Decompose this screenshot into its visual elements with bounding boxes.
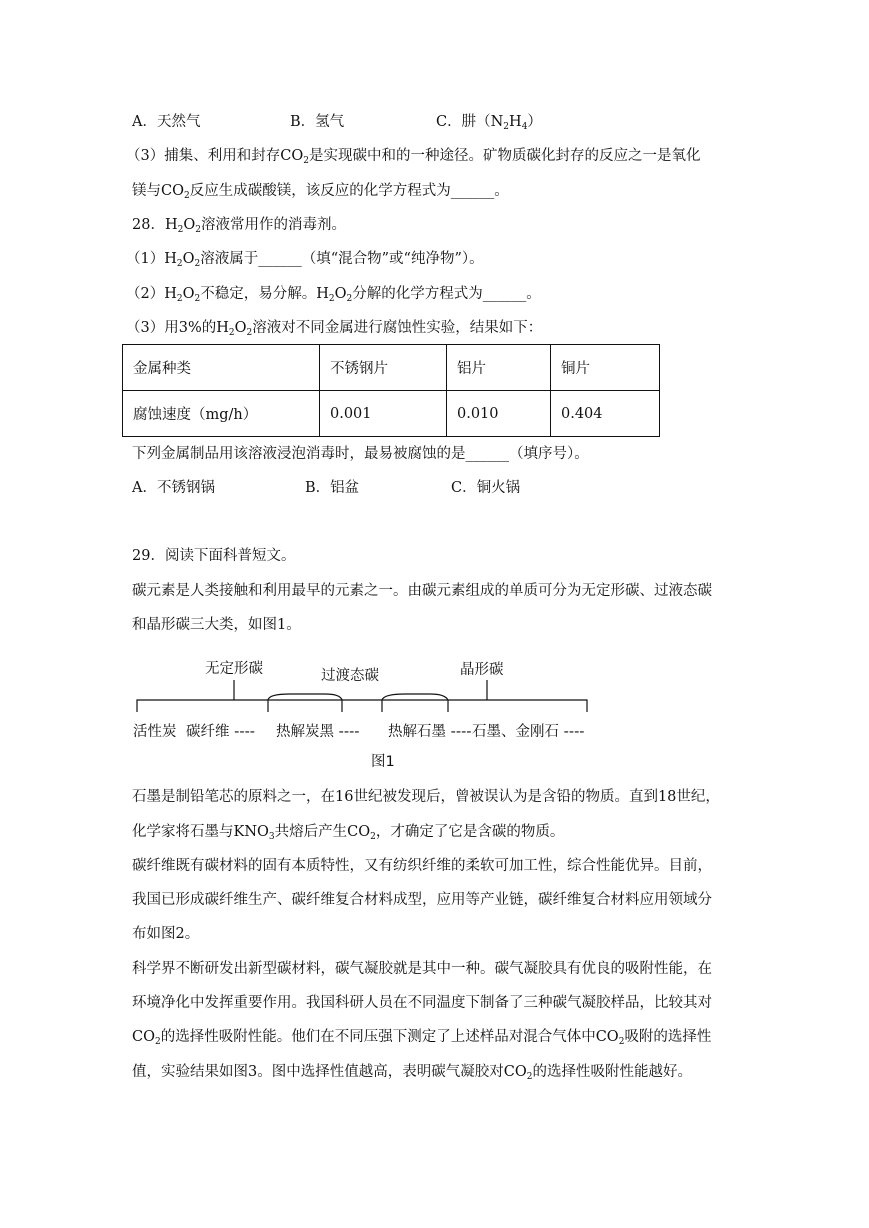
fig1-label-crystalline: 晶形碳 [460, 662, 504, 678]
q29-para1-line2: 和晶形碳三大类，如图1。 [132, 617, 301, 633]
q29-para1-line1: 碳元素是人类接触和利用最早的元素之一。由碳元素组成的单质可分为无定形碳、过液态碳 [132, 583, 712, 599]
table-cell: 0.001 [320, 391, 447, 437]
q28-option-c: C．铜火锅 [451, 480, 521, 496]
figure-1-diagram [130, 650, 605, 778]
table-cell: 金属种类 [123, 345, 320, 391]
table-row [123, 391, 660, 437]
q29-para4-line1: 科学界不断研发出新型碳材料，碳气凝胶就是其中一种。碳气凝胶具有优良的吸附性能，在 [132, 961, 712, 977]
q29-para2-line1: 石墨是制铅笔芯的原料之一，在16世纪被发现后，曾被误认为是含铅的物质。直到18世纪， [132, 789, 720, 805]
table-row [123, 345, 660, 391]
table-cell: 铝片 [447, 345, 551, 391]
fig1-item-pyrolytic-carbon-black: 热解炭黑 ---- [276, 724, 360, 740]
q29-para2-line2: 化学家将石墨与$KNO_3$共熔后产生$CO_2$，才确定了它是含碳的物质。 [132, 824, 565, 842]
q27-part3-line2: 镁与$CO_2$反应生成碳酸镁，该反应的化学方程式为______。 [132, 183, 509, 201]
fig1-overlap-arc-right [382, 694, 448, 700]
table-cell: 不锈钢片 [320, 345, 447, 391]
fig1-label-amorphous: 无定形碳 [205, 661, 263, 677]
q28-title: 28．$H_2O_2$溶液常用作的消毒剂。 [132, 217, 346, 235]
q29-title: 29．阅读下面科普短文。 [132, 548, 296, 564]
q29-para4-line4: 值，实验结果如图3。图中选择性值越高，表明碳气凝胶对$CO_2$的选择性吸附性能越好。 [132, 1064, 692, 1082]
q27-option-b: B．氢气 [290, 114, 345, 130]
q27-part3-line1: （3）捕集、利用和封存$CO_2$是实现碳中和的一种途径。矿物质碳化封存的反应之一是氧化 [126, 148, 701, 166]
q28-option-a: A．不锈钢锅 [132, 480, 215, 496]
fig1-item-carbon-fiber: 碳纤维 ---- [186, 724, 256, 740]
q29-para3-line3: 布如图2。 [132, 926, 200, 942]
fig1-label-transition: 过渡态碳 [321, 668, 379, 684]
fig1-item-graphite-diamond: 石墨、金刚石 ---- [472, 724, 585, 740]
table-cell: 腐蚀速度（mg/h） [123, 391, 320, 437]
q27-option-a: A．天然气 [132, 114, 201, 130]
fig1-overlap-arc-left [268, 694, 342, 700]
fig1-caption: 图1 [371, 754, 395, 770]
q29-para4-line3: $CO_2$的选择性吸附性能。他们在不同压强下测定了上述样品对混合气体中$CO_2$吸附的选择性 [132, 1029, 712, 1047]
q28-option-b: B．铝盆 [305, 480, 360, 496]
q28-part1: $(1)H_2O_2$溶液属于______（填“混合物”或“纯净物”）。 [126, 251, 484, 269]
q29-para4-line2: 环境净化中发挥重要作用。我国科研人员在不同温度下制备了三种碳气凝胶样品，比较其对 [132, 995, 712, 1011]
fig1-main-bracket [137, 700, 587, 712]
q28-after-table: 下列金属制品用该溶液浸泡消毒时，最易被腐蚀的是______（填序号）。 [132, 446, 589, 462]
q27-option-c: C．肼$(N_2H_4)$ [436, 114, 542, 132]
table-cell: 0.010 [447, 391, 551, 437]
table-cell: 铜片 [551, 345, 660, 391]
table-cell: 0.404 [551, 391, 660, 437]
q29-para3-line1: 碳纤维既有碳材料的固有本质特性，又有纺织纤维的柔软可加工性，综合性能优异。目前， [132, 858, 712, 874]
corrosion-table [122, 344, 660, 437]
q28-part3: （3）用3%的$H_2O_2$溶液对不同金属进行腐蚀性实验，结果如下： [126, 320, 543, 338]
fig1-item-pyrolytic-graphite: 热解石墨 ---- [388, 724, 472, 740]
fig1-item-activated-carbon: 活性炭 [133, 724, 177, 740]
q29-para3-line2: 我国已形成碳纤维生产、碳纤维复合材料成型，应用等产业链，碳纤维复合材料应用领域分 [132, 892, 712, 908]
q28-part2: $(2)H_2O_2$不稳定，易分解。$H_2O_2$分解的化学方程式为______。 [126, 286, 541, 304]
